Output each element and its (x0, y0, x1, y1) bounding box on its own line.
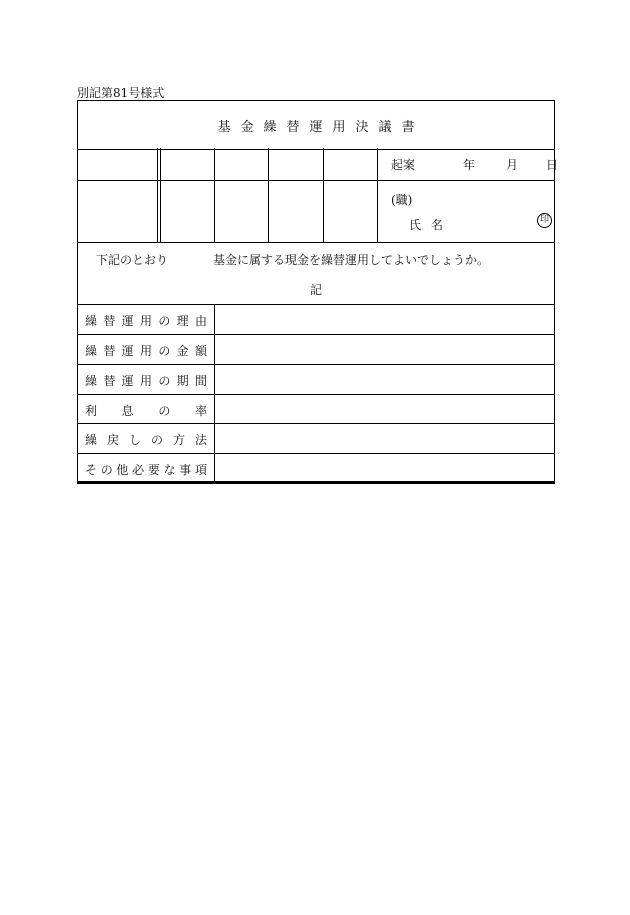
ki-heading: 記 (309, 283, 322, 297)
approval-box[interactable] (269, 149, 323, 180)
row-label: その他必要な事項 (85, 462, 207, 477)
month-label: 月 (506, 157, 519, 172)
row-label: 繰替運用の期間 (85, 373, 207, 388)
row-label: 繰替運用の理由 (85, 313, 207, 328)
request-text: 基金に属する現金を繰替運用してよいでしょうか。 (213, 253, 490, 267)
approval-box[interactable] (78, 149, 157, 180)
bottom-border (77, 481, 555, 484)
draft-label: 起案 (391, 157, 416, 172)
row-label: 繰戻しの方法 (85, 432, 207, 447)
row-value-field[interactable] (215, 305, 555, 335)
grid-line (377, 148, 378, 242)
year-label: 年 (463, 157, 476, 172)
form-number-label: 別記第81号様式 (77, 86, 165, 100)
approval-box[interactable] (78, 181, 157, 242)
approval-box[interactable] (269, 181, 323, 242)
approval-box[interactable] (215, 181, 268, 242)
request-statement (96, 251, 490, 268)
approval-box[interactable] (161, 181, 214, 242)
row-value-field[interactable] (215, 454, 555, 484)
position-label: (職) (391, 193, 413, 207)
name-label: 氏名 (409, 218, 454, 232)
fund-transfer-resolution-form (77, 100, 559, 484)
row-value-field[interactable] (215, 395, 555, 425)
seal-icon: 印 (537, 213, 552, 228)
approval-box[interactable] (215, 149, 268, 180)
row-value-field[interactable] (215, 365, 555, 395)
grid-line (78, 242, 554, 243)
day-label: 日 (546, 157, 559, 172)
draft-date-field[interactable] (385, 148, 559, 180)
row-value-field[interactable] (215, 424, 555, 454)
form-title: 基金繰替運用決議書 (78, 101, 554, 150)
approval-box[interactable] (324, 149, 377, 180)
grid-line (157, 148, 158, 242)
row-value-field[interactable] (215, 335, 555, 365)
request-prefix: 下記のとおり (96, 253, 169, 267)
approval-box[interactable] (324, 181, 377, 242)
approval-box[interactable] (161, 149, 214, 180)
row-label: 利息の率 (85, 403, 207, 418)
row-label: 繰替運用の金額 (85, 343, 207, 358)
